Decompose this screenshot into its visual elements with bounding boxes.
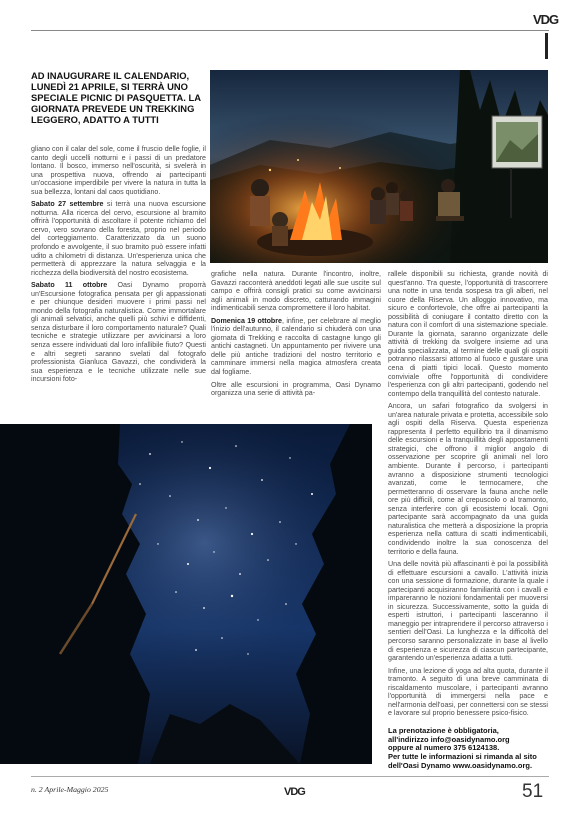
col3-paragraph-1: rallele disponibili su richiesta, grande novità di quest'anno. Tra queste, l'opportunità di trascorrere una notte in una tenda sospesa tra gli alberi, nel cuore della Riserva. Un alloggio innovativo, ma sicuro e confortevole, che offre ai partecipanti la possibilità di coniugare il contatto diretto con la natura con il comfort di una sistemazione speciale. Durante la giornata, saranno organizzate delle attività di trekking da svolgere insieme ad una guida specializzata, al termine delle quali gli ospiti potranno rilassarsi attorno al fuoco e gustare una cena di piatti tipici locali. Questo momento conviviale offre l'opportunità di condividere l'esperienza con gli altri partecipanti, godendo nel contempo della tranquillità del contesto naturale. bbox=[388, 270, 548, 398]
col3-paragraph-3: Una delle novità più affascinanti è poi la possibilità di effettuare escursioni a cavallo. L'attività inizia con una sessione di formazione, durante la quale i partecipanti acquisiranno familiarità con i cavalli e impareranno le nozioni fondamentali per muoversi in sicurezza. Successivamente, sotto la guida di esperti istruttori, i partecipanti lasceranno il maneggio per intraprendere il percorso attraverso i sentieri dell'Oasi. La lunghezza e la difficoltà del percorso saranno personalizzate in base al livello di esperienza e sicurezza di ciascun partecipante, garantendo un'esperienza adatta a tutti. bbox=[388, 560, 548, 663]
col1-paragraph-2: Sabato 27 settembre si terrà una nuova escursione notturna. Alla ricerca del cervo, escursione al bramito offrirà l'opportunità di ascoltare il potente richiamo del cervo, vero sovrano della foresta, proprio nel periodo del corteggiamento. Caratterizzato da un suono profondo e avvolgente, il suo bramito può essere infatti udito a chilometri di distanza. Un'esperienza unica che permetterà di apprezzare la natura selvaggia e la ricchezza della biodiversità del nostro ecosistema. bbox=[31, 200, 206, 277]
booking-line-1: La prenotazione è obbligatoria, bbox=[388, 726, 499, 735]
brand-logo-top: VDG bbox=[533, 12, 559, 27]
page-number: 51 bbox=[522, 781, 544, 802]
date-lead-27-september: Sabato 27 settembre bbox=[31, 200, 104, 209]
issue-label: n. 2 Aprile-Maggio 2025 bbox=[31, 785, 109, 794]
article-column-2 bbox=[211, 270, 381, 402]
campfire-photo bbox=[210, 70, 548, 263]
starry-forest-photo bbox=[0, 424, 372, 764]
col2-paragraph-2: Domenica 19 ottobre, infine, per celebrare al meglio l'inizio dell'autunno, il calendario si chiuderà con una giornata di Trekking e raccolta di castagne lungo gli antichi castagneti. Un appuntamento per rivivere una delle più antiche tradizioni del nostro territorio e camminare immersi nella magica atmosfera creata dal fogliame. bbox=[211, 316, 382, 377]
booking-email-line: all'indirizzo info@oasidynamo.org bbox=[388, 734, 510, 744]
col3-paragraph-4: Infine, una lezione di yoga ad alta quota, durante il tramonto. A seguito di una breve camminata di riscaldamento muscolare, i partecipanti avranno l'opportunità di immergersi nella pace e nell'armonia dell'oasi, per connettersi con se stessi e lavorare sul proprio benessere psico-fisico. bbox=[388, 666, 548, 718]
booking-phone-line: oppure al numero 375 6124138. bbox=[388, 743, 500, 753]
date-lead-19-october: Domenica 19 ottobre bbox=[211, 316, 282, 325]
top-rule bbox=[31, 30, 549, 31]
col1-paragraph-1: gliano con il calar del sole, come il fruscio delle foglie, il canto degli uccelli notturni e i passi di un predatore lontano. Il bosco, immerso nell'oscurità, si svelerà in una prospettiva nuova, offrendo ai partecipanti un'occasione imperdibile per vivere la natura in tutta la sua bellezza, lontani dal caos quotidiano. bbox=[31, 145, 206, 196]
brand-logo-bottom: VDG bbox=[284, 786, 305, 798]
col2-paragraph-1: grafiche nella natura. Durante l'incontro, inoltre, Gavazzi racconterà aneddoti legati alle sue uscite sul campo e offrirà consigli pratici su come avvicinarsi agli animali in modo discreto, catturando immagini indimenticabili senza compromettere il loro habitat. bbox=[211, 270, 381, 313]
col2-paragraph-3: Oltre alle escursioni in programma, Oasi Dynamo organizza una serie di attività pa- bbox=[211, 380, 381, 398]
side-accent-bar bbox=[545, 33, 548, 59]
booking-website-line: Per tutte le informazioni si rimanda al sito dell'Oasi Dynamo www.oasidynamo.org. bbox=[388, 752, 537, 770]
date-lead-11-october: Sabato 11 ottobre bbox=[31, 281, 108, 290]
col1-paragraph-3: Sabato 11 ottobre Oasi Dynamo proporrà un'Escursione fotografica pensata per gli appassionati e per chiunque desideri muovere i primi passi nel mondo della fotografia naturalistica. Come immortalare gli animali selvatici, anche quelli più schivi e diffidenti, senza disturbare il loro comportamento naturale? Quali tecniche e strategie utilizzare per avvicinarsi a loro senza essere individuati dal loro infallibile fiuto? Questi e altri segreti saranno svelati dal fotografo professionista Gianluca Gavazzi, che condividerà la sua esperienza e le tecniche utilizzate nelle sue incursioni foto- bbox=[31, 281, 206, 384]
headline: AD INAUGURARE IL CALENDARIO, LUNEDÌ 21 APRILE, SI TERRÀ UNO SPECIALE PICNIC DI PASQUETTA. LA GIORNATA PREVEDE UN TREKKING LEGGERO, ADATTO A TUTTI bbox=[31, 70, 201, 125]
bottom-rule bbox=[31, 776, 549, 777]
booking-info bbox=[388, 727, 550, 771]
col3-paragraph-2: Ancora, un safari fotografico da svolgersi in un'area naturale privata e protetta, accessibile solo agli ospiti della Riserva. Questa esperienza rappresenta il perfetto equilibrio tra il dinamismo delle escursioni e la tranquillità degli appostamenti strategici, che offrono il miglior angolo di osservazione per scoprire gli animali nel loro ambiente. Durante il percorso, i partecipanti avranno a disposizione strumenti tecnologici avanzati, come le termocamere, che permetteranno di osservare la fauna anche nelle ore più difficili, come al crepuscolo o al tramonto, senza interferire con gli ecosistemi locali. Ogni partecipante sarà accompagnato da una guida naturalistica che metterà a disposizione la propria esperienza nella cattura di scatti indimenticabili, condividendo inoltre la sua conoscenza del territorio e della fauna. bbox=[388, 402, 548, 556]
article-column-1 bbox=[31, 145, 206, 388]
article-column-3 bbox=[388, 270, 548, 722]
